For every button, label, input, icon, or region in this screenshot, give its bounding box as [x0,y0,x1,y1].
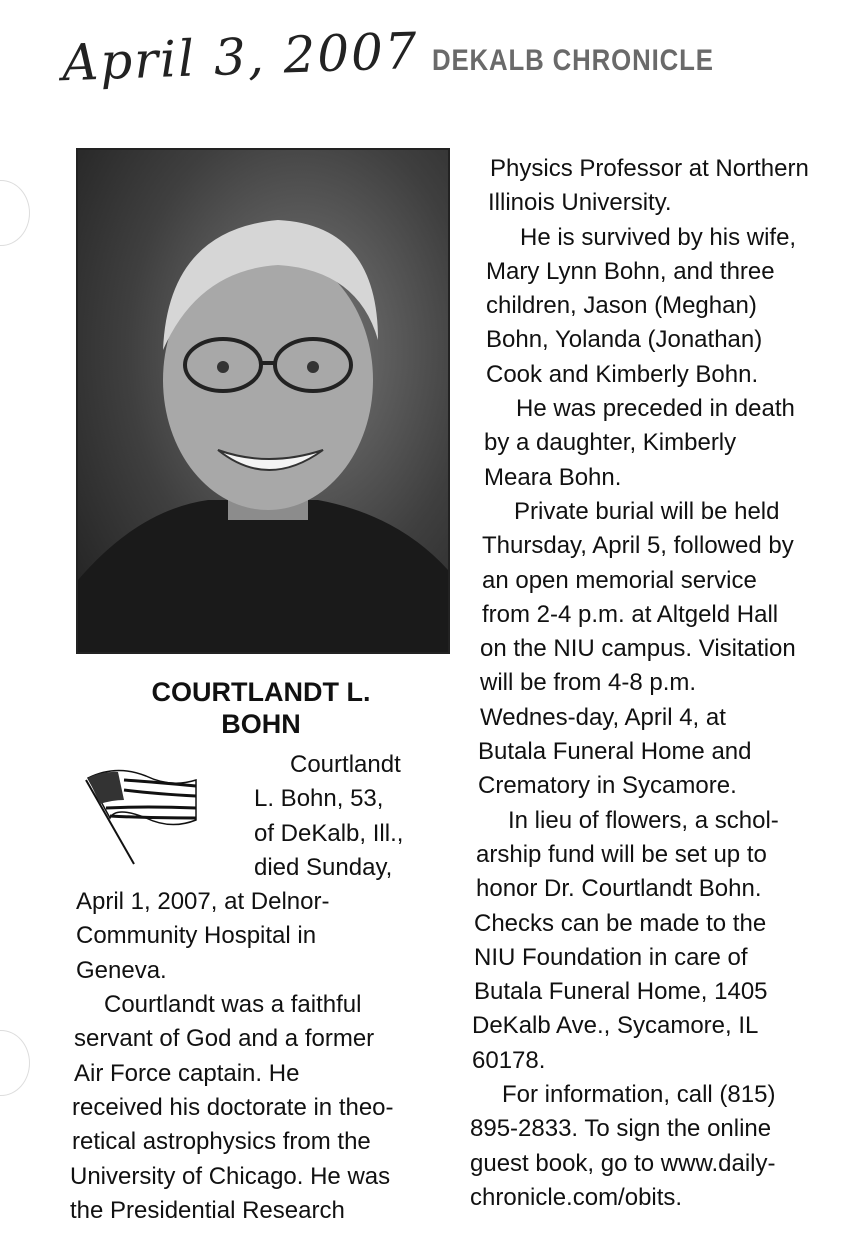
text-line: Checks can be made to the [474,909,767,937]
text-line: Wednes-day, April 4, at [480,703,726,731]
text-line: For information, call (815) [502,1081,776,1109]
obituary-name [76,676,446,740]
text-line: Illinois University. [488,189,672,217]
portrait-photo [76,148,450,654]
text-line: Thursday, April 5, followed by [482,532,794,560]
text-line: Courtlandt was a faithful [104,991,362,1019]
punch-hole-bottom [0,1030,30,1096]
handwritten-date: April 3, 2007 [61,21,420,93]
text-line: University of Chicago. He was [70,1162,391,1190]
obituary-column-left [68,748,460,1228]
text-line: 60178. [472,1046,546,1074]
text-line: on the NIU campus. Visitation [480,635,796,663]
text-line: an open memorial service [482,566,757,594]
text-line: Cook and Kimberly Bohn. [486,360,759,388]
text-line: Private burial will be held [514,497,780,525]
newspaper-masthead: DEKALB CHRONICLE [432,44,714,77]
text-line: He was preceded in death [516,395,795,423]
text-line: In lieu of flowers, a schol- [508,806,779,834]
text-line: Community Hospital in [76,922,317,950]
text-line: Butala Funeral Home and [478,738,752,766]
text-line: guest book, go to www.daily- [470,1149,776,1177]
punch-hole-top [0,180,30,246]
portrait-illustration [78,150,448,652]
text-line: servant of God and a former [74,1025,375,1053]
text-line: will be from 4-8 p.m. [480,669,697,697]
name-line-1: COURTLANDT L. [151,677,371,707]
text-line: Air Force captain. He [74,1059,300,1087]
text-line: Mary Lynn Bohn, and three [486,257,775,285]
text-line: of DeKalb, Ill., [254,819,404,847]
text-line: Geneva. [76,956,167,984]
text-line: 895-2833. To sign the online [470,1115,772,1143]
text-line: from 2-4 p.m. at Altgeld Hall [482,600,779,628]
text-line: chronicle.com/obits. [470,1183,683,1211]
text-line: children, Jason (Meghan) [486,292,757,320]
text-line: He is survived by his wife, [520,223,797,251]
text-line: by a daughter, Kimberly [484,429,737,457]
text-line: Butala Funeral Home, 1405 [474,978,768,1006]
text-line: arship fund will be set up to [476,840,767,868]
text-line: Courtlandt [290,751,401,778]
text-line: honor Dr. Courtlandt Bohn. [476,875,762,903]
text-line: Physics Professor at Northern [490,155,809,182]
text-line: NIU Foundation in care of [474,943,748,971]
text-line: died Sunday, [254,853,393,881]
text-line: retical astrophysics from the [72,1128,371,1156]
obituary-column-right [470,152,848,1215]
text-line: L. Bohn, 53, [254,785,384,813]
text-line: Crematory in Sycamore. [478,772,737,800]
text-line: the Presidential Research [70,1196,345,1224]
text-line: Meara Bohn. [484,463,622,491]
text-line: April 1, 2007, at Delnor- [76,888,330,916]
text-line: Bohn, Yolanda (Jonathan) [486,326,763,354]
name-line-2: BOHN [221,709,301,739]
text-line: DeKalb Ave., Sycamore, IL [472,1012,759,1040]
text-line: received his doctorate in theo- [72,1093,394,1121]
